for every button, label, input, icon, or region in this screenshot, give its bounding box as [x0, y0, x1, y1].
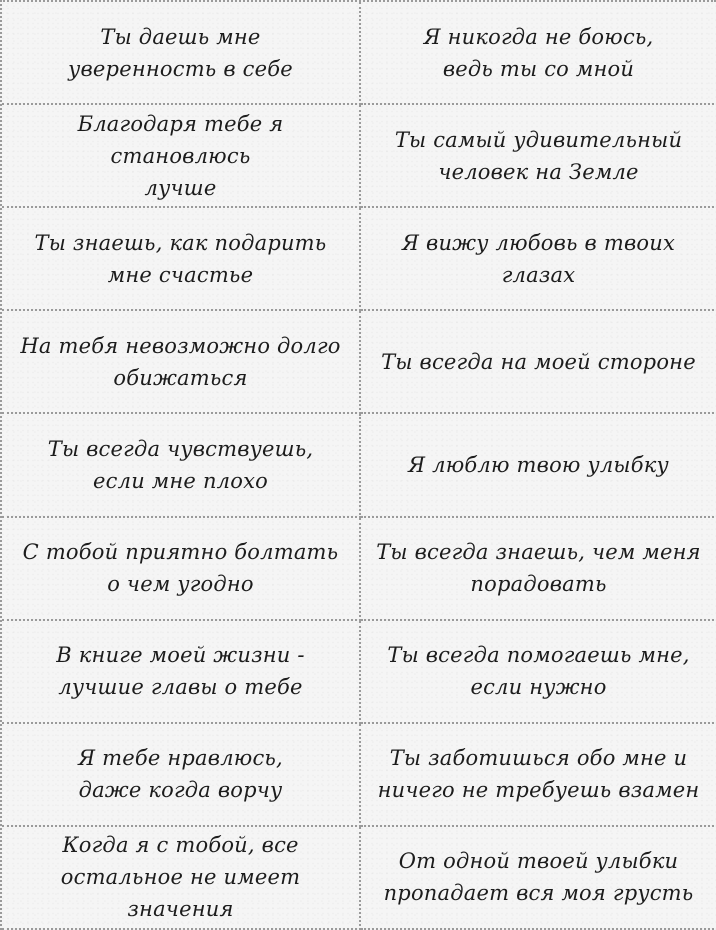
card	[2, 311, 361, 414]
card	[361, 414, 716, 517]
card	[2, 105, 361, 208]
card-phrase: На тебя невозможно долго обижаться	[20, 333, 341, 390]
card-phrase: Благодаря тебе я становлюсь лучше	[77, 111, 284, 200]
card	[361, 827, 716, 930]
card-phrase: С тобой приятно болтать о чем угодно	[22, 540, 339, 597]
card-phrase: Я вижу любовь в твоих глазах	[401, 230, 675, 287]
card	[2, 724, 361, 827]
card	[2, 827, 361, 930]
card	[361, 518, 716, 621]
card-phrase: Ты всегда помогаешь мне, если нужно	[387, 643, 690, 700]
card-phrase: Когда я с тобой, все остальное не имеет значения	[60, 833, 301, 922]
card-phrase: Я тебе нравлюсь, даже когда ворчу	[78, 746, 283, 803]
card-phrase: Ты всегда чувствуешь, если мне плохо	[47, 436, 314, 493]
card-phrase: Ты всегда на моей стороне	[381, 349, 696, 374]
card	[2, 208, 361, 311]
card	[2, 2, 361, 105]
card-phrase: Ты всегда знаешь, чем меня порадовать	[376, 540, 701, 597]
card	[2, 414, 361, 517]
card-phrase: Ты знаешь, как подарить мне счастье	[34, 230, 327, 287]
card	[361, 208, 716, 311]
card-phrase: Ты заботишься обо мне и ничего не требуешь взамен	[377, 746, 700, 803]
card-phrase: Я люблю твою улыбку	[408, 452, 669, 477]
card-phrase: Ты самый удивительный человек на Земле	[394, 127, 683, 184]
card	[361, 621, 716, 724]
card	[2, 621, 361, 724]
card-phrase: Я никогда не боюсь, ведь ты со мной	[423, 24, 654, 81]
card	[361, 311, 716, 414]
card	[361, 2, 716, 105]
card-phrase: От одной твоей улыбки пропадает вся моя грусть	[383, 849, 694, 906]
card-phrase: Ты даешь мне уверенность в себе	[68, 24, 293, 81]
card	[361, 105, 716, 208]
card	[2, 518, 361, 621]
card	[361, 724, 716, 827]
card-phrase: В книге моей жизни - лучшие главы о тебе	[56, 643, 305, 700]
